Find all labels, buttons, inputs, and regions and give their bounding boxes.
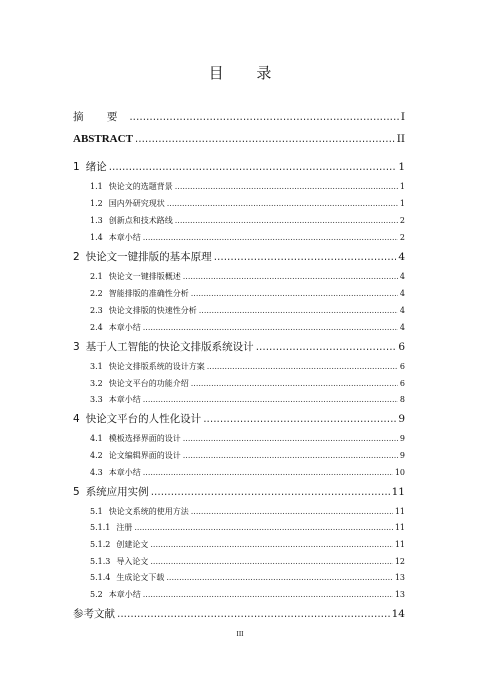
toc-entry-label: 注册 [116, 523, 133, 532]
toc-leader-dots [203, 413, 396, 425]
toc-entry-page: 2 [399, 233, 405, 242]
toc-entry-page: 4 [398, 251, 405, 263]
toc-entry[interactable] [73, 133, 405, 145]
toc-entry-page: 4 [399, 306, 405, 315]
toc-entry[interactable] [90, 232, 405, 243]
toc-entry[interactable] [73, 411, 405, 426]
toc-entry-page: 1 [399, 199, 405, 208]
toc-leader-dots [199, 306, 398, 315]
toc-entry-number: 5.1.2 [90, 540, 111, 549]
toc-entry[interactable] [90, 322, 405, 333]
toc-entry-number: 3.1 [90, 362, 103, 371]
toc-entry-text [73, 249, 212, 264]
toc-entry[interactable] [90, 556, 405, 567]
toc-entry-text [73, 484, 149, 499]
toc-leader-dots [183, 272, 398, 281]
toc-entry-text [73, 339, 254, 354]
toc-entry-label: ABSTRACT [73, 133, 133, 145]
toc-entry[interactable] [73, 339, 405, 354]
toc-entry-number: 3 [73, 341, 80, 353]
toc-entry-page: 14 [391, 608, 405, 620]
toc-entry-page: 9 [398, 413, 405, 425]
toc-entry-page: 4 [399, 272, 405, 281]
toc-entry-label: 快论文平台的人性化设计 [85, 413, 202, 425]
toc-entry[interactable] [90, 522, 405, 533]
toc-leader-dots [135, 133, 395, 145]
toc-entry[interactable] [90, 539, 405, 550]
toc-entry[interactable] [90, 467, 405, 478]
toc-entry-label: 导入论文 [116, 557, 149, 566]
toc-entry-number: 5.1.3 [90, 557, 111, 566]
toc-entry-label: 快论文的选题背景 [108, 182, 173, 191]
toc-entry-page: 11 [394, 540, 405, 549]
toc-entry-label: 本章小结 [108, 468, 141, 477]
toc-leader-dots [214, 251, 397, 263]
toc-entry-text [73, 411, 201, 426]
toc-entry-text [73, 159, 107, 174]
toc-entry[interactable] [90, 215, 405, 226]
toc-entry-text [90, 433, 181, 444]
toc-entry-label: 基于人工智能的快论文排版系统设计 [85, 341, 254, 353]
toc-entry-number: 5.1.4 [90, 573, 111, 582]
toc-entry-text [73, 606, 115, 621]
toc-entry-label: 智能排版的准确性分析 [108, 289, 189, 298]
page-number: III [236, 630, 244, 638]
toc-entry-page: 10 [394, 468, 405, 477]
toc-leader-dots [256, 341, 397, 353]
toc-entry-page: II [396, 133, 405, 145]
toc-entry-number: 2.3 [90, 306, 103, 315]
toc-entry-label: 快论文系统的使用方法 [108, 507, 189, 516]
toc-leader-dots [143, 323, 398, 332]
toc-leader-dots [150, 557, 392, 566]
toc-entry[interactable] [90, 589, 405, 600]
toc-entry-page: I [400, 111, 405, 123]
toc-entry-text [90, 589, 141, 600]
toc-leader-dots [191, 379, 398, 388]
toc-entry-page: 12 [394, 557, 405, 566]
toc-entry-number: 5.2 [90, 590, 103, 599]
toc-entry-page: 2 [399, 216, 405, 225]
toc-entry-page: 4 [399, 323, 405, 332]
toc-entry-label: 本章小结 [108, 590, 141, 599]
toc-entry-label: 论文编辑界面的设计 [108, 451, 181, 460]
toc-entry-number: 1.4 [90, 233, 103, 242]
toc-leader-dots [143, 468, 393, 477]
toc-entry-page: 13 [394, 573, 405, 582]
toc-entry-number: 5.1.1 [90, 523, 111, 532]
toc-entry-text [90, 271, 181, 282]
toc-entry[interactable] [73, 606, 405, 621]
toc-leader-dots [166, 573, 392, 582]
toc-entry-label: 快论文排版系统的设计方案 [108, 362, 205, 371]
toc-leader-dots [129, 111, 399, 123]
toc-entry[interactable] [90, 433, 405, 444]
toc-leader-dots [183, 434, 398, 443]
toc-entry-text [90, 378, 189, 389]
toc-entry[interactable] [73, 249, 405, 264]
toc-entry-label: 本章小结 [108, 233, 141, 242]
toc-entry-number: 2.4 [90, 323, 103, 332]
toc-entry-number: 1.2 [90, 199, 103, 208]
toc-entry[interactable] [90, 361, 405, 372]
toc-entry-text [90, 450, 181, 461]
toc-entry-number: 4.2 [90, 451, 103, 460]
toc-leader-dots [207, 362, 398, 371]
toc-entry-page: 1 [398, 161, 405, 173]
toc-entry-page: 11 [391, 486, 405, 498]
toc-entry-text [90, 288, 189, 299]
toc-entry-text [90, 361, 205, 372]
toc-entry-page: 8 [399, 395, 405, 404]
toc-entry[interactable] [90, 271, 405, 282]
toc-leader-dots [175, 182, 398, 191]
toc-entry-page: 6 [399, 362, 405, 371]
toc-entry[interactable] [90, 378, 405, 389]
toc-entry-page: 6 [399, 379, 405, 388]
toc-entry[interactable] [90, 394, 405, 405]
toc-entry-number: 1 [73, 161, 80, 173]
toc-entry-label: 绪论 [85, 161, 107, 173]
toc-entry-text [90, 539, 148, 550]
toc-leader-dots [134, 523, 392, 532]
toc-leader-dots [191, 507, 393, 516]
toc-entry[interactable] [90, 181, 405, 192]
toc-entry-text [90, 198, 165, 209]
toc-entry-label: 快论文一键排版的基本原理 [85, 251, 212, 263]
toc-leader-dots [183, 451, 398, 460]
toc-entry-number: 1.1 [90, 182, 103, 191]
toc-entry-label: 参考文献 [73, 608, 115, 620]
toc-entry-number: 2 [73, 251, 80, 263]
toc-entry[interactable] [73, 484, 405, 499]
toc-entry-label: 创新点和技术路线 [108, 216, 173, 225]
toc-entry-text [90, 305, 197, 316]
toc-entry-label: 快论文一键排版概述 [108, 272, 181, 281]
toc-entry[interactable] [90, 305, 405, 316]
toc-leader-dots [191, 289, 398, 298]
toc-entry-number: 5.1 [90, 507, 103, 516]
toc-entry-label: 国内外研究现状 [108, 199, 165, 208]
toc-entry-number: 4.1 [90, 434, 103, 443]
toc-entry-label: 本章小结 [108, 323, 141, 332]
toc-entry-number: 4.3 [90, 468, 103, 477]
toc-entry[interactable] [90, 288, 405, 299]
toc-leader-dots [117, 608, 390, 620]
toc-entry-text [90, 467, 141, 478]
toc-entry[interactable] [90, 198, 405, 209]
toc-entry-label: 摘 要 [73, 111, 128, 123]
toc-entry-number: 3.3 [90, 395, 103, 404]
toc-entry-text [90, 394, 141, 405]
toc-entry-text [90, 181, 173, 192]
toc-entry-text [90, 506, 189, 517]
toc-entry-number: 2.1 [90, 272, 103, 281]
toc-leader-dots [175, 216, 398, 225]
toc-entry-text [73, 133, 133, 145]
toc-entry-text [90, 522, 132, 533]
toc-entry[interactable] [90, 506, 405, 517]
toc-leader-dots [151, 486, 390, 498]
toc-title: 目 录 [208, 64, 286, 82]
toc-entry-text [90, 572, 164, 583]
toc-entry-text [90, 232, 141, 243]
toc-entry-number: 1.3 [90, 216, 103, 225]
toc-entry-label: 创建论文 [116, 540, 149, 549]
toc-entry[interactable] [90, 450, 405, 461]
toc-entry[interactable] [73, 109, 405, 124]
toc-entry-page: 1 [399, 182, 405, 191]
toc-entry[interactable] [73, 159, 405, 174]
toc-entry-page: 6 [398, 341, 405, 353]
toc-entry-number: 2.2 [90, 289, 103, 298]
toc-entry-text [73, 109, 127, 124]
toc-leader-dots [143, 233, 398, 242]
toc-entry-number: 4 [73, 413, 80, 425]
toc-entry-page: 4 [399, 289, 405, 298]
toc-entry-number: 5 [73, 486, 80, 498]
toc-entry-label: 本章小结 [108, 395, 141, 404]
toc-entry-label: 快论文平台的功能介绍 [108, 379, 189, 388]
toc-entry[interactable] [90, 572, 405, 583]
toc-entry-page: 9 [399, 451, 405, 460]
toc-leader-dots [143, 590, 393, 599]
toc-entry-label: 快论文排版的快速性分析 [108, 306, 197, 315]
toc-entry-text [90, 556, 148, 567]
toc-entry-text [90, 322, 141, 333]
toc-leader-dots [167, 199, 398, 208]
toc-entry-page: 11 [394, 523, 405, 532]
toc-leader-dots [143, 395, 398, 404]
toc-entry-label: 模板选择界面的设计 [108, 434, 181, 443]
toc-leader-dots [109, 161, 397, 173]
toc-entry-page: 9 [399, 434, 405, 443]
toc-entry-page: 11 [394, 507, 405, 516]
toc-entry-text [90, 215, 173, 226]
toc-entry-label: 系统应用实例 [85, 486, 149, 498]
toc-entry-number: 3.2 [90, 379, 103, 388]
toc-entry-label: 生成论文下载 [116, 573, 165, 582]
toc-entry-page: 13 [394, 590, 405, 599]
toc-leader-dots [150, 540, 392, 549]
